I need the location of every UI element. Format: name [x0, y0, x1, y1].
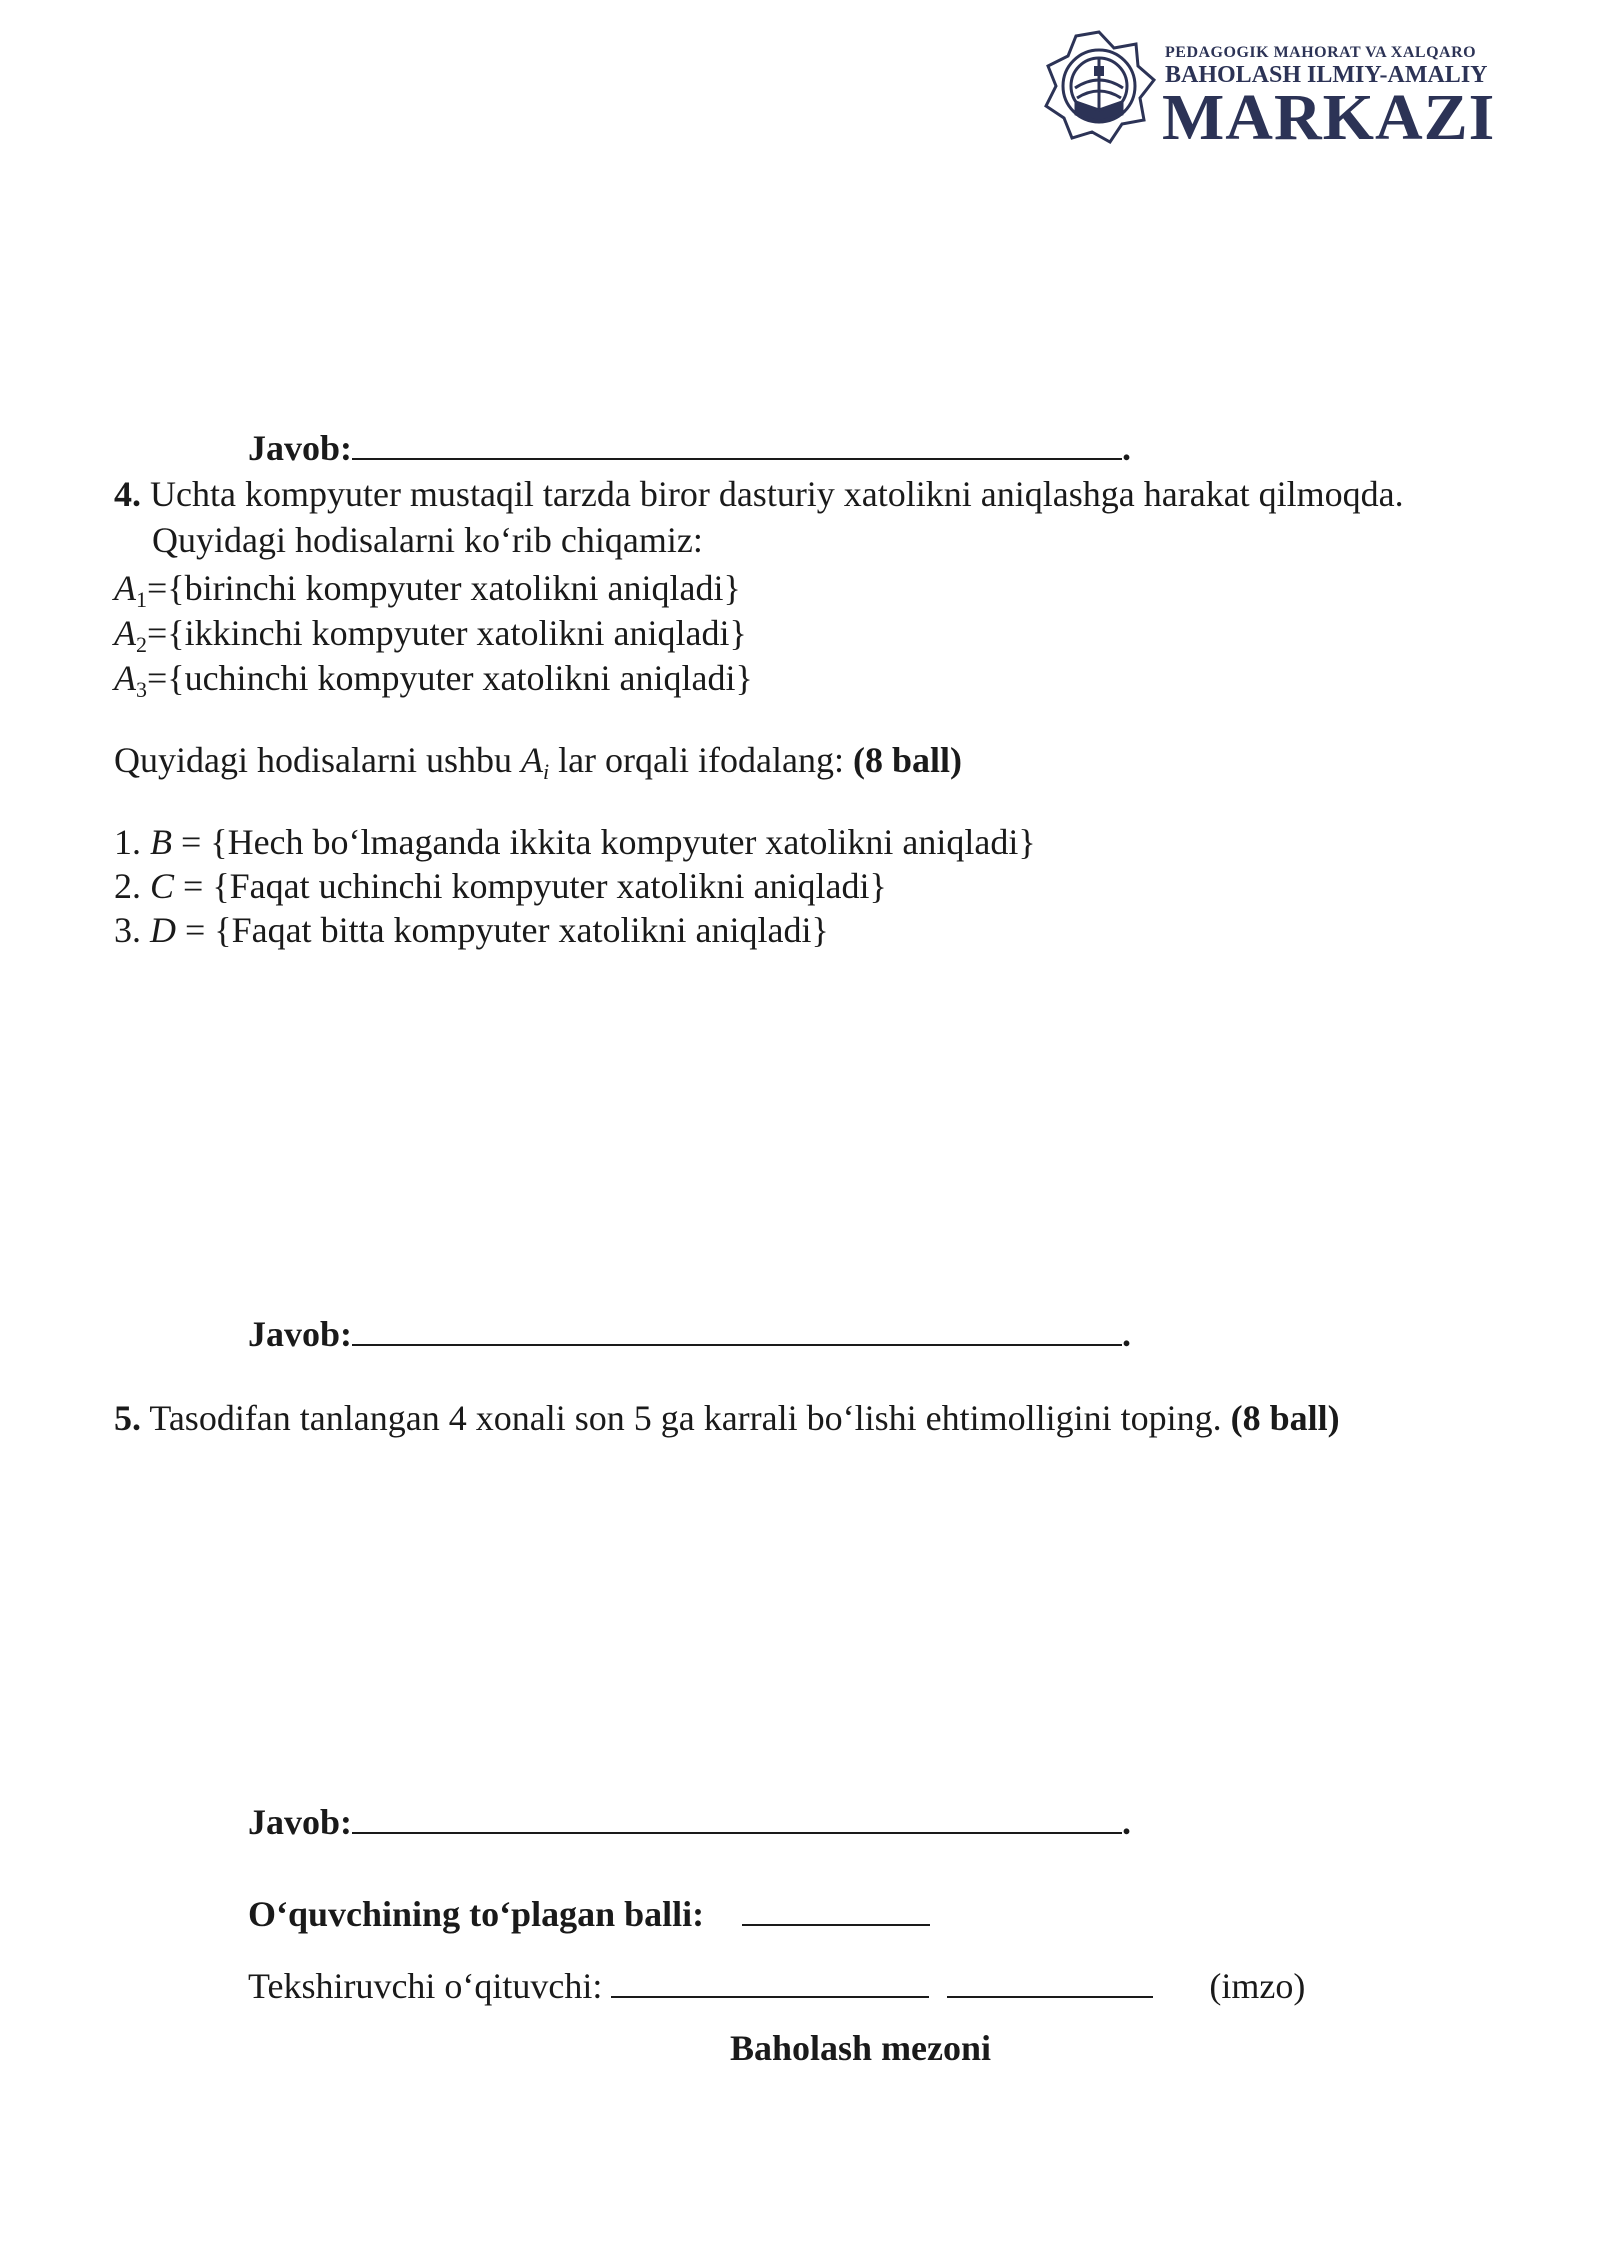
answer-blank[interactable]: [352, 1800, 1122, 1834]
logo-line-2: BAHOLASH ILMIY-AMALIY: [1165, 62, 1488, 88]
score-label: Oʻquvchining toʻplagan balli:: [248, 1894, 705, 1934]
answer-end: .: [1122, 1314, 1132, 1354]
q5-line: [114, 1396, 1340, 1440]
answer-blank[interactable]: [352, 426, 1122, 460]
q5-number: 5.: [114, 1398, 141, 1438]
signature-label: (imzo): [1209, 1966, 1306, 2006]
score-row: [248, 1892, 930, 1936]
answer-label: Javob:: [248, 428, 353, 468]
answer-end: .: [1122, 1802, 1132, 1842]
center-logo: [1040, 28, 1496, 154]
q4-text-1: Uchta kompyuter mustaqil tarzda biror dasturiy xatolikni aniqlashga harakat qilmoqda.: [150, 474, 1404, 514]
answer-line-3: [248, 1800, 1131, 1844]
teacher-row: [248, 1964, 1305, 2008]
answer-end: .: [1122, 428, 1132, 468]
criteria-title: Baholash mezoni: [730, 2028, 992, 2068]
q4-instruction: Quyidagi hodisalarni ushbu Ai lar orqali ifodalang: (8 ball): [114, 740, 962, 784]
q4-line-1: [114, 472, 1404, 516]
q4-event-3: $A_3=\{uchinchi$ kompyuter xatolikni aniqladi}: [114, 658, 753, 702]
q4-line-2: Quyidagi hodisalarni koʻrib chiqamiz:: [152, 520, 703, 560]
score-blank[interactable]: [742, 1892, 930, 1926]
q4-event-1: $A_1=\{birinchi$ kompyuter xatolikni aniqladi}: [114, 568, 741, 612]
answer-label: Javob:: [248, 1314, 353, 1354]
answer-label: Javob:: [248, 1802, 353, 1842]
q5-points: (8 ball): [1230, 1398, 1340, 1438]
logo-line-3: MARKAZI: [1162, 81, 1496, 154]
q4-item-2: 2. C = {Faqat uchinchi kompyuter xatolikni aniqladi}: [114, 866, 887, 906]
q4-item-3: 3. D = {Faqat bitta kompyuter xatolikni aniqladi}: [114, 910, 829, 950]
q5-text: Tasodifan tanlangan 4 xonali son 5 ga karrali boʻlishi ehtimolligini toping.: [141, 1398, 1231, 1438]
q4-number: 4.: [114, 474, 141, 514]
answer-blank[interactable]: [352, 1312, 1122, 1346]
book-globe-emblem-icon: [1040, 28, 1158, 146]
q4-event-2: $A_2=\{ikkinchi$ kompyuter xatolikni aniqladi}: [114, 613, 747, 657]
logo-line-1: PEDAGOGIK MAHORAT VA XALQARO: [1165, 44, 1477, 61]
signature-blank[interactable]: [947, 1964, 1153, 1998]
q4-item-1: 1. B = {Hech boʻlmaganda ikkita kompyuter xatolikni aniqladi}: [114, 822, 1036, 862]
answer-line-1: [248, 426, 1131, 470]
teacher-label: Tekshiruvchi oʻqituvchi:: [248, 1966, 603, 2006]
answer-line-2: [248, 1312, 1131, 1356]
q4-points: (8 ball): [852, 740, 962, 780]
teacher-name-blank[interactable]: [611, 1964, 929, 1998]
